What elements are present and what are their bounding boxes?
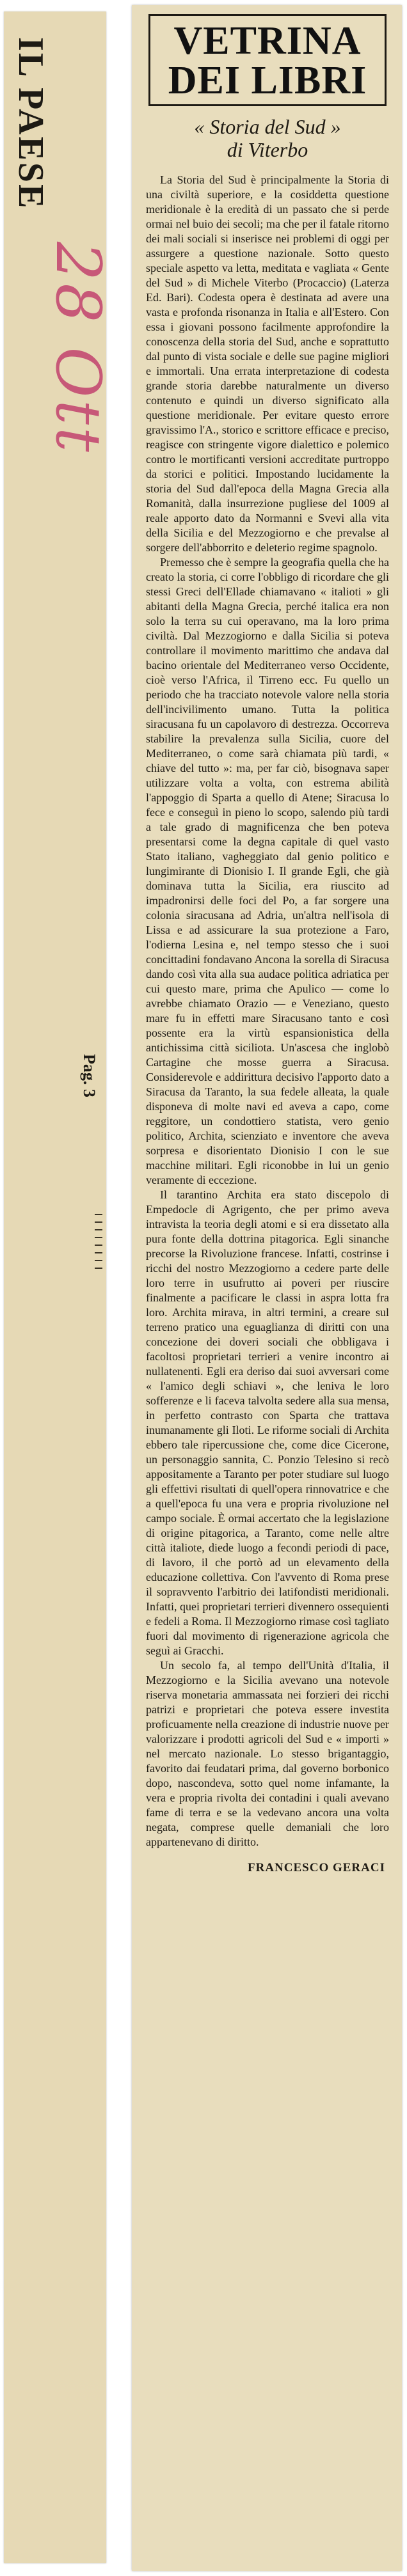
headline-title: « Storia del Sud » xyxy=(194,115,341,138)
article-clipping xyxy=(132,5,402,2571)
article-headline xyxy=(146,115,389,161)
side-clipping-strip xyxy=(4,12,114,2563)
rubric-title: VETRINA DEI LIBRI xyxy=(168,19,367,102)
handwritten-date: 28 Ott xyxy=(42,242,114,455)
article-paragraph-4: Un secolo fa, al tempo dell'Unità d'Italia, il Mezzogiorno e la Sicilia avevano una notevole riserva monetaria ammassata nei forzieri dei ricchi patrizi e proprietari che poteva essere investita proficuamente nella creazione di industrie nuove per valorizzare i prodotti agricoli del Sud e « importi » nel mercato nazionale. Lo stesso brigantaggio, favorito dai feudatari prima, dal governo borbonico dopo, nascondeva, sotto quel nome infamante, la vera e propria rivolta dei contadini i quali avevano fame di terra e se la vedevano ancora una volta negata, comprese quelle demaniali che loro appartenevano di diritto. xyxy=(146,1659,389,1848)
page-number-label: Pag. 3 xyxy=(80,1054,99,1097)
article-paragraph-3: Il tarantino Archita era stato discepolo di Empedocle di Agrigento, che per primo aveva intravista la teoria degli atomi e si era dissetato alla pura fonte della dottrina pitagorica. Egli sinanche precorse la Rivoluzione francese. Infatti, costrinse i ricchi del nostro Mezzogiorno a cedere parte delle loro terre in usufrutto ai poveri per riuscire finalmente a pacificare le classi in aspra lotta fra loro. Archita mirava, in altri termini, a creare sul terreno pratico una eguaglianza di diritti con una concezione dei doveri sociali che obbligava i facoltosi proprietari terrieri a venire incontro ai nullatenenti. Egli era deriso dai suoi avversari come « l'amico degli schiavi », che leniva le loro sofferenze e li faceva talvolta sedere alla sua mensa, in perfetto contrasto con Sparta che trattava inumanamente gli Iloti. Le riforme sociali di Archita ebbero tale ripercussione che, come dice Cicerone, un personaggio sannita, C. Ponzio Telesino si recò appositamente a Taranto per poter studiare sul luogo gli effettivi risultati di quell'opera rinnovatrice e che a quell'epoca fu una vera e propria rivoluzione nel campo sociale. È ormai accertato che la legislazione di origine pitagorica, a Taranto, come nelle altre città italiote, diede luogo a fecondi periodi di pace, di lavoro, il che portò ad un elevamento della educazione collettiva. Con l'avvento di Roma prese il sopravvento l'arbitrio dei latifondisti meridionali. Infatti, quei proprietari terrieri divennero ossequienti e fedeli a Roma. Il Mezzogiorno rimase così tagliato fuori dal movimento di rigenerazione agricola che seguì ai Gracchi. xyxy=(146,1188,389,1657)
torn-edge-marks xyxy=(95,1214,105,1269)
article-paragraph-2: Premesso che è sempre la geografia quella che ha creato la storia, ci corre l'obbligo di ricordare che gli stessi Greci dell'Ellade chiamavano « italioti » gli abitanti della Magna Grecia, perché italica era non solo la terra su cui operavano, ma la loro prima civiltà. Dal Mezzogiorno e dalla Sicilia si poteva controllare il movimento marittimo che andava dal bacino orientale del Mediterraneo verso Occidente, cioè verso l'Africa, il Tirreno ecc. Fu quello un periodo che ha tracciato notevole valore nella storia dell'incivilimento umano. Tutta la politica siracusana fu un capolavoro di destrezza. Occorreva stabilire la prevalenza sulla Sicilia, cuore del Mediterraneo, o come sarà chiamata più tardi, « chiave del tutto »: ma, per far ciò, bisognava saper utilizzare volta a volta, con estrema abilità l'appoggio di Sparta a quello di Atene; Siracusa lo fece e conseguì in pieno lo scopo, salendo più tardi a tale grado di magnificenza che ben poteva presentarsi come la degna capitale di quel vasto Stato italiano, vagheggiato dal genio politico e lungimirante di Dionisio I. Il grande Egli, che già dominava tutta la Sicilia, era riuscito ad impadronirsi delle foci del Po, a far sorgere una colonia siracusana ad Adria, un'altra nell'isola di Lissa e ad assicurare la sua protezione a Faro, l'odierna Lesina e, nel tempo stesso che i suoi concittadini fondavano Ancona la sorella di Siracusa dando così vita alla sua audace politica adriatica per cui questo mare, prima che Apulico — come lo avrebbe chiamato Orazio — e Veneziano, questo mare fu in effetti mare Siracusano tanto e così possente era la virtù espansionistica della antichissima città siciliota. Un'ascesa che inglobò Cartagine che mosse guerra a Siracusa. Considerevole e addirittura decisivo l'apporto dato a Siracusa da Taranto, la sua fedele alleata, la quale disponeva di molte navi ed aveva a capo, come reggitore, un condottiero statista, vero genio politico, Archita, scienziato e inventore che aveva sorpresa e disorientato Dionisio I con le sue macchine militari. Egli riconobbe in lui un genio veramente di eccezione. xyxy=(146,556,389,1186)
article-paragraph-1: La Storia del Sud è principalmente la Storia di una civiltà superiore, e la cosiddetta questione meridionale è la eredità di un passato che si perde ormai nel buio dei secoli; ma che per il fatale ritorno dei mali sociali si inserisce nei problemi di oggi per assurgere a questione nazionale. Sotto questo speciale aspetto va letta, meditata e vagliata « Gente del Sud » di Michele Viterbo (Procaccio) (Laterza Ed. Bari). Codesta opera è destinata ad avere una vasta e profonda risonanza in Italia e all'Estero. Con essa i giovani possono facilmente approfondire la conoscenza della storia del Sud, anche e soprattutto dal punto di vista sociale e delle sue pagine migliori e immortali. Una errata interpretazione di codesta grande storia darebbe naturalmente un diverso contenuto e quindi un diverso significato alla questione meridionale. Per evitare questo errore gravissimo l'A., storico e scrittore efficace e preciso, reagisce con stringente vigore dialettico e polemico contro le mortificanti versioni accreditate purtroppo da storici e politici. Impostando lucidamente la storia del Sud dall'epoca della Magna Grecia alla Romanità, dalla insurrezione pugliese del 1009 al reale apporto dato da Normanni e Svevi alla vita della Sicilia e del Mezzogiorno e che prevalse al sorgere dell'abborrito e deleterio regime spagnolo. xyxy=(146,173,389,554)
newspaper-masthead: IL PAESE xyxy=(11,37,51,210)
headline-author: di Viterbo xyxy=(227,138,308,161)
rubric-box xyxy=(148,14,387,106)
article-signature: FRANCESCO GERACI xyxy=(248,1861,385,1874)
